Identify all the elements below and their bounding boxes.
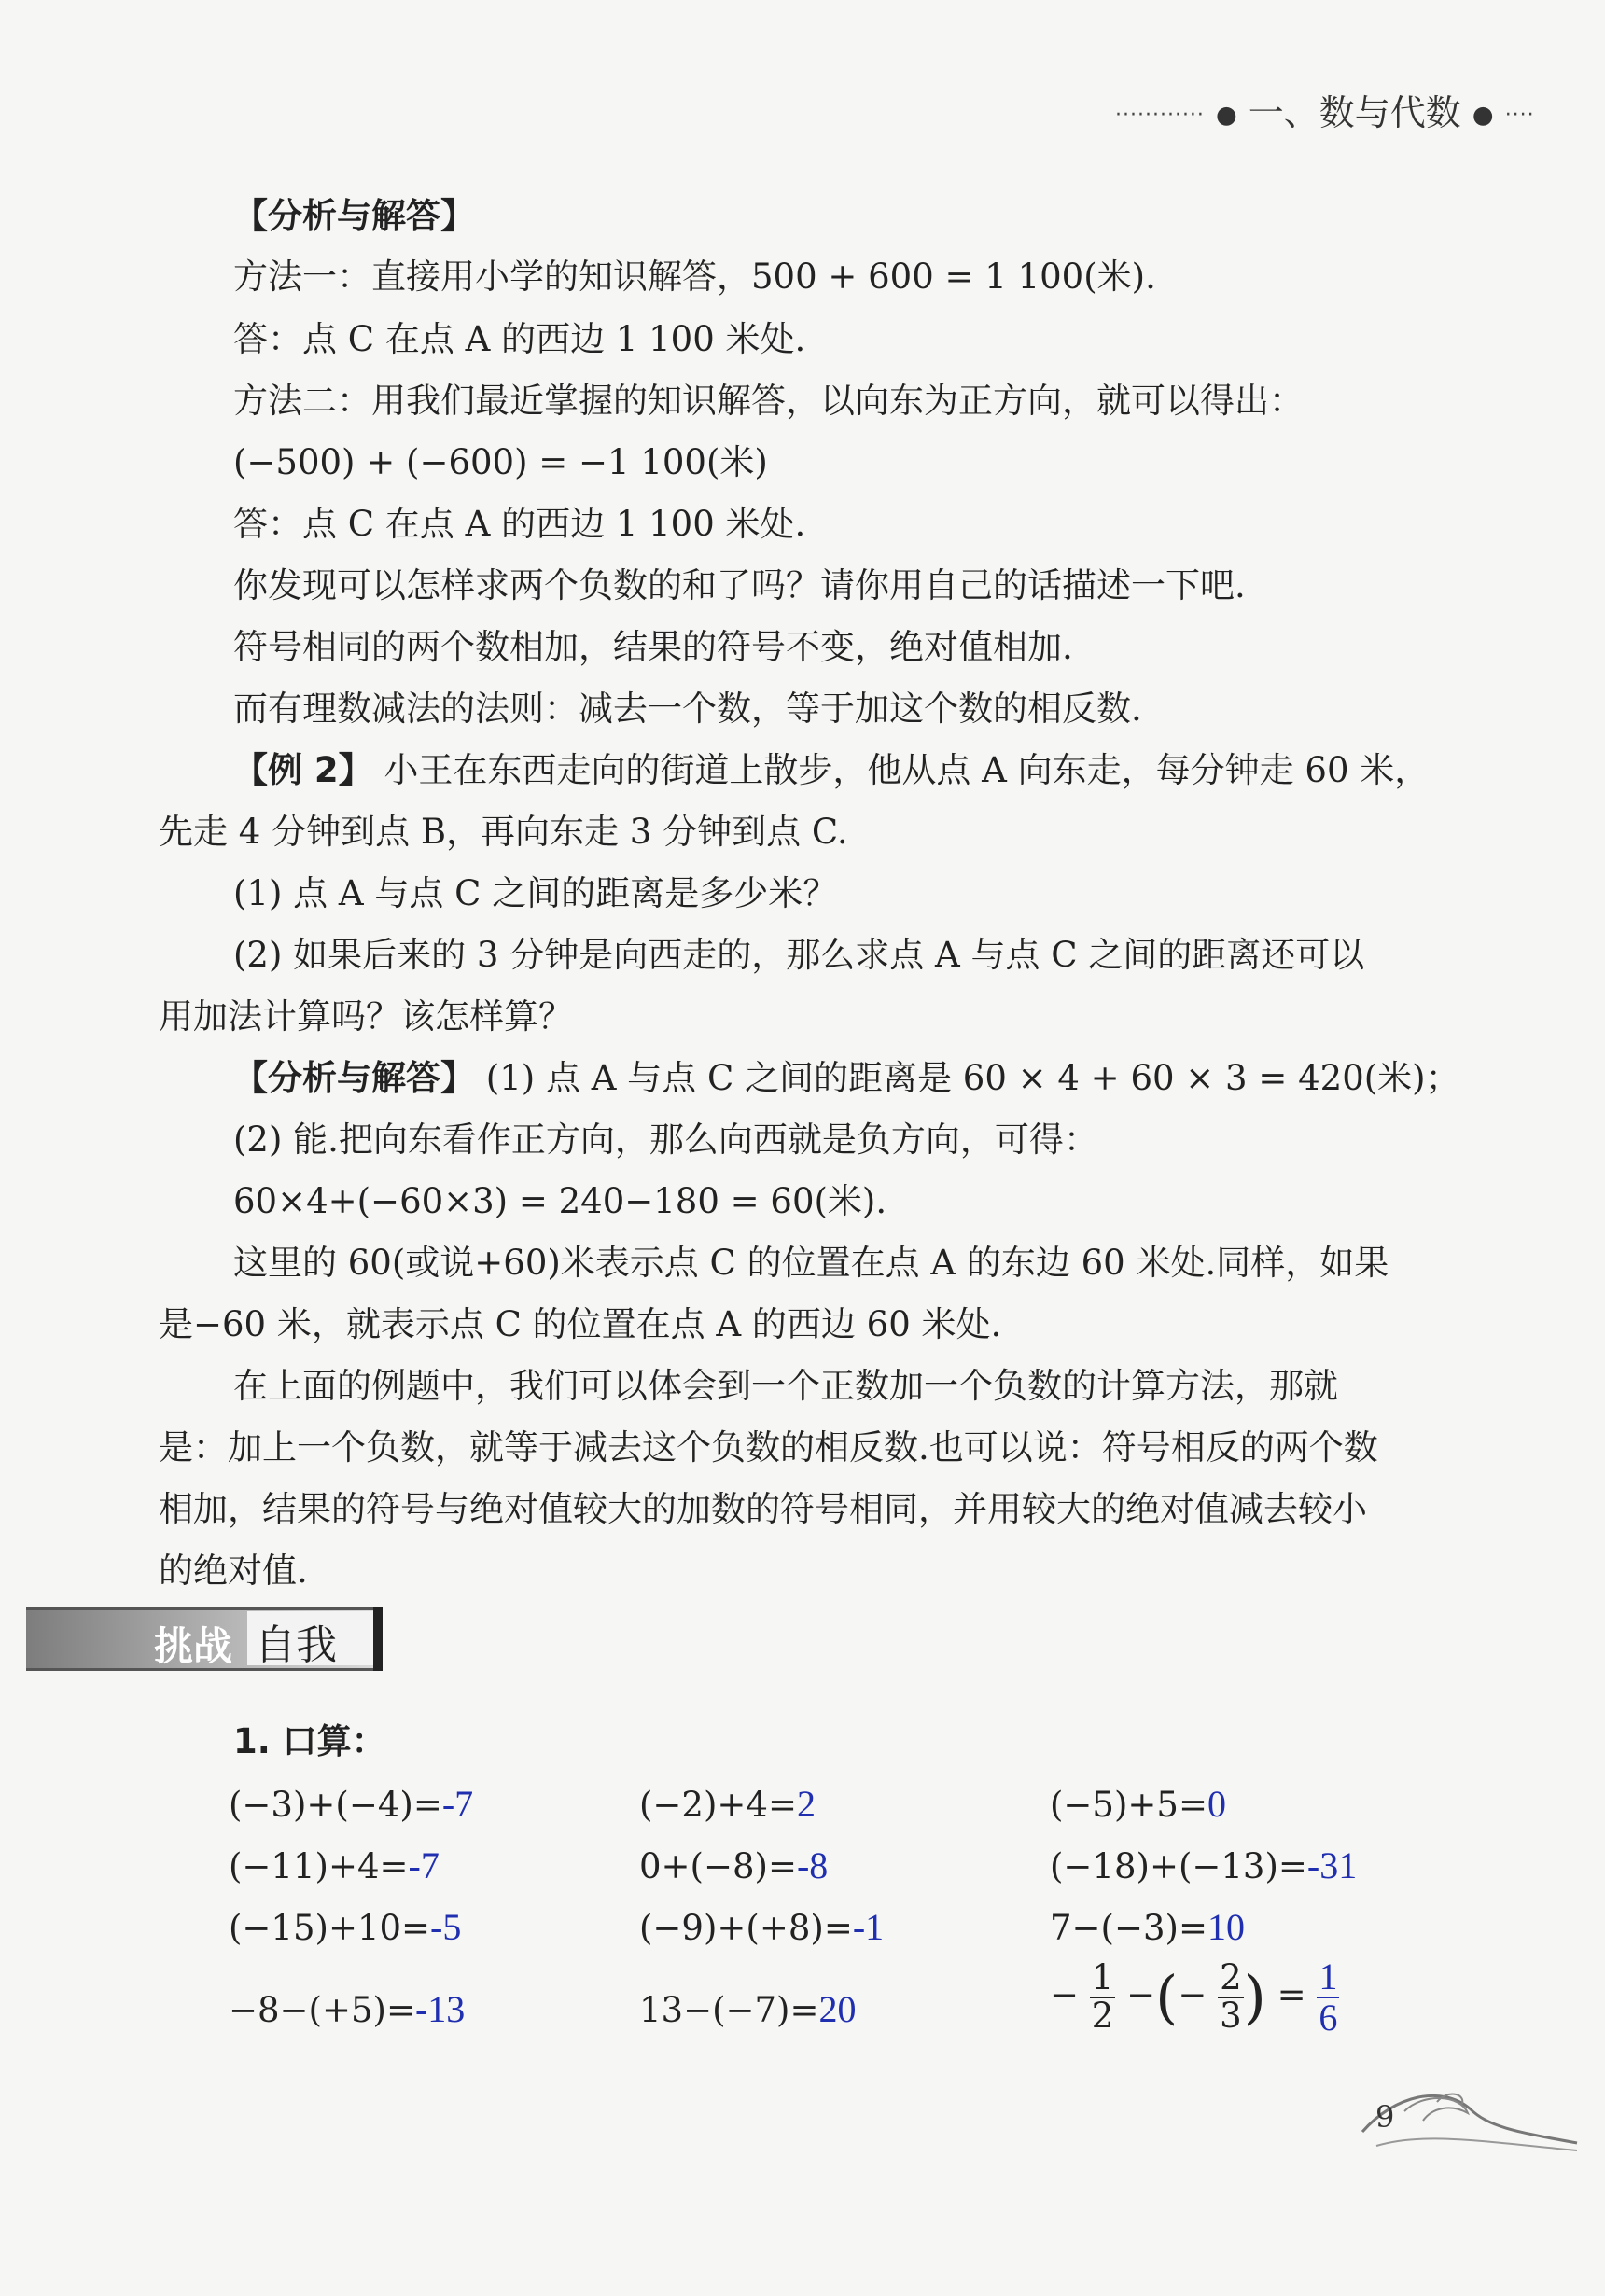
calc-answer: -7 — [408, 1844, 440, 1886]
calc-expression: 13−(−7)= — [639, 1990, 819, 2030]
example-2-line-2: 先走 4 分钟到点 B，再向东走 3 分钟到点 C. — [159, 812, 848, 852]
calc-item — [639, 1782, 816, 1827]
calc-answer: -31 — [1306, 1844, 1358, 1886]
calc-item — [229, 1987, 465, 2032]
text-line: 而有理数减法的法则：减去一个数，等于加这个数的相反数. — [233, 689, 1142, 729]
denominator: 2 — [1091, 1996, 1114, 2036]
chapter-header — [1115, 84, 1535, 135]
numerator: 1 — [1091, 1957, 1114, 1998]
text-line: 符号相同的两个数相加，结果的符号不变，绝对值相加. — [233, 627, 1073, 667]
bullet-icon: ● — [1216, 101, 1237, 130]
summary-line: 的绝对值. — [159, 1551, 308, 1591]
question-2-cont: 用加法计算吗？该怎样算？ — [159, 996, 573, 1037]
analysis-line-5: 是−60 米，就表示点 C 的位置在点 A 的西边 60 米处. — [159, 1304, 1002, 1344]
minus-sign: − — [1050, 1974, 1080, 2015]
page-number: 9 — [1375, 2099, 1395, 2135]
summary-line: 是：加上一个负数，就等于减去这个负数的相反数.也可以说：符号相反的两个数 — [159, 1427, 1378, 1468]
example-2-line-1 — [233, 750, 1429, 791]
calc-answer: -13 — [414, 1988, 466, 2030]
analysis-line-1 — [233, 1058, 1460, 1099]
header-dots-right: ···· — [1504, 104, 1535, 127]
fraction — [1218, 1957, 1244, 2036]
calc-item — [1050, 1782, 1226, 1827]
text-line: 方法二：用我们最近掌握的知识解答，以向东为正方向，就可以得出： — [233, 381, 1304, 421]
calc-answer: -8 — [796, 1844, 829, 1886]
section-heading: 【分析与解答】 — [233, 196, 475, 236]
text-line: 答：点 C 在点 A 的西边 1 100 米处. — [233, 319, 806, 359]
calc-answer: -1 — [852, 1906, 885, 1948]
fraction — [1090, 1957, 1116, 2036]
banner-word-1: 挑战 — [154, 1623, 233, 1669]
calc-expression: (−9)+(+8)= — [639, 1908, 853, 1948]
chapter-title: 一、数与代数 — [1248, 92, 1461, 133]
example-text: 小王在东西走向的街道上散步，他从点 A 向东走，每分钟走 60 米， — [384, 750, 1430, 790]
left-paren: ( — [1155, 1962, 1179, 2031]
calc-answer: -7 — [441, 1783, 474, 1825]
fraction-answer — [1317, 1957, 1339, 2038]
calc-item — [1050, 1905, 1245, 1950]
header-dots-left: ············ — [1115, 104, 1205, 127]
analysis-line-3: 60×4+(−60×3) = 240−180 = 60(米). — [233, 1181, 887, 1221]
calc-expression: (−18)+(−13)= — [1050, 1846, 1307, 1886]
right-paren: ) — [1243, 1962, 1266, 2031]
analysis-line-2: (2) 能.把向东看作正方向，那么向西就是负方向，可得： — [233, 1120, 1098, 1160]
calc-item — [639, 1987, 857, 2032]
analysis-line-4: 这里的 60(或说+60)米表示点 C 的位置在点 A 的东边 60 米处.同样，如果 — [233, 1243, 1389, 1283]
example-label: 【例 2】 — [233, 750, 373, 790]
denominator: 6 — [1319, 1997, 1338, 2039]
denominator: 3 — [1220, 1996, 1242, 2036]
minus-sign: − — [1178, 1974, 1207, 2015]
calc-item — [229, 1782, 473, 1827]
question-2: (2) 如果后来的 3 分钟是向西走的，那么求点 A 与点 C 之间的距离还可以 — [233, 935, 1365, 975]
calc-item — [639, 1844, 828, 1888]
summary-line: 在上面的例题中，我们可以体会到一个正数加一个负数的计算方法，那就 — [233, 1366, 1338, 1406]
numerator: 1 — [1319, 1955, 1338, 1997]
text-line: 方法一：直接用小学的知识解答，500 + 600 = 1 100(米). — [233, 257, 1156, 297]
calc-answer: 0 — [1207, 1783, 1226, 1825]
text-line: 你发现可以怎样求两个负数的和了吗？请你用自己的话描述一下吧. — [233, 565, 1246, 605]
numerator: 2 — [1220, 1957, 1242, 1998]
calc-answer: 20 — [818, 1988, 857, 2030]
banner-end-bar — [373, 1607, 383, 1671]
calc-expression: (−2)+4= — [639, 1785, 797, 1825]
text-line: 答：点 C 在点 A 的西边 1 100 米处. — [233, 504, 806, 544]
calc-answer: 2 — [796, 1783, 816, 1825]
calc-answer: 10 — [1207, 1906, 1245, 1948]
calc-expression: 7−(−3)= — [1050, 1908, 1207, 1948]
bullet-icon: ● — [1472, 101, 1494, 130]
calc-expression: (−11)+4= — [229, 1846, 409, 1886]
summary-line: 相加，结果的符号与绝对值较大的加数的符号相同，并用较大的绝对值减去较小 — [159, 1489, 1367, 1529]
calc-item — [1050, 1844, 1357, 1888]
calc-item — [229, 1905, 461, 1950]
challenge-banner — [26, 1607, 373, 1671]
calc-item — [229, 1844, 440, 1888]
calc-answer: -5 — [430, 1906, 462, 1948]
calc-expression: (−5)+5= — [1050, 1785, 1207, 1825]
banner-word-2: 自我 — [247, 1611, 373, 1665]
calc-item-fraction — [1050, 1957, 1339, 2038]
minus-sign: − — [1126, 1974, 1156, 2015]
analysis-text: (1) 点 A 与点 C 之间的距离是 60 × 4 + 60 × 3 = 420(米)； — [485, 1058, 1460, 1098]
calc-expression: −8−(+5)= — [229, 1990, 415, 2030]
section-heading: 【分析与解答】 — [233, 1058, 475, 1098]
exercise-title: 1. 口算： — [233, 1721, 386, 1761]
calc-expression: 0+(−8)= — [639, 1846, 797, 1886]
question-1: (1) 点 A 与点 C 之间的距离是多少米？ — [233, 873, 838, 913]
calc-expression: (−3)+(−4)= — [229, 1785, 442, 1825]
calc-expression: (−15)+10= — [229, 1908, 431, 1948]
text-line: (−500) + (−600) = −1 100(米) — [233, 442, 768, 482]
equals-sign: = — [1277, 1974, 1306, 2015]
calc-item — [639, 1905, 884, 1950]
